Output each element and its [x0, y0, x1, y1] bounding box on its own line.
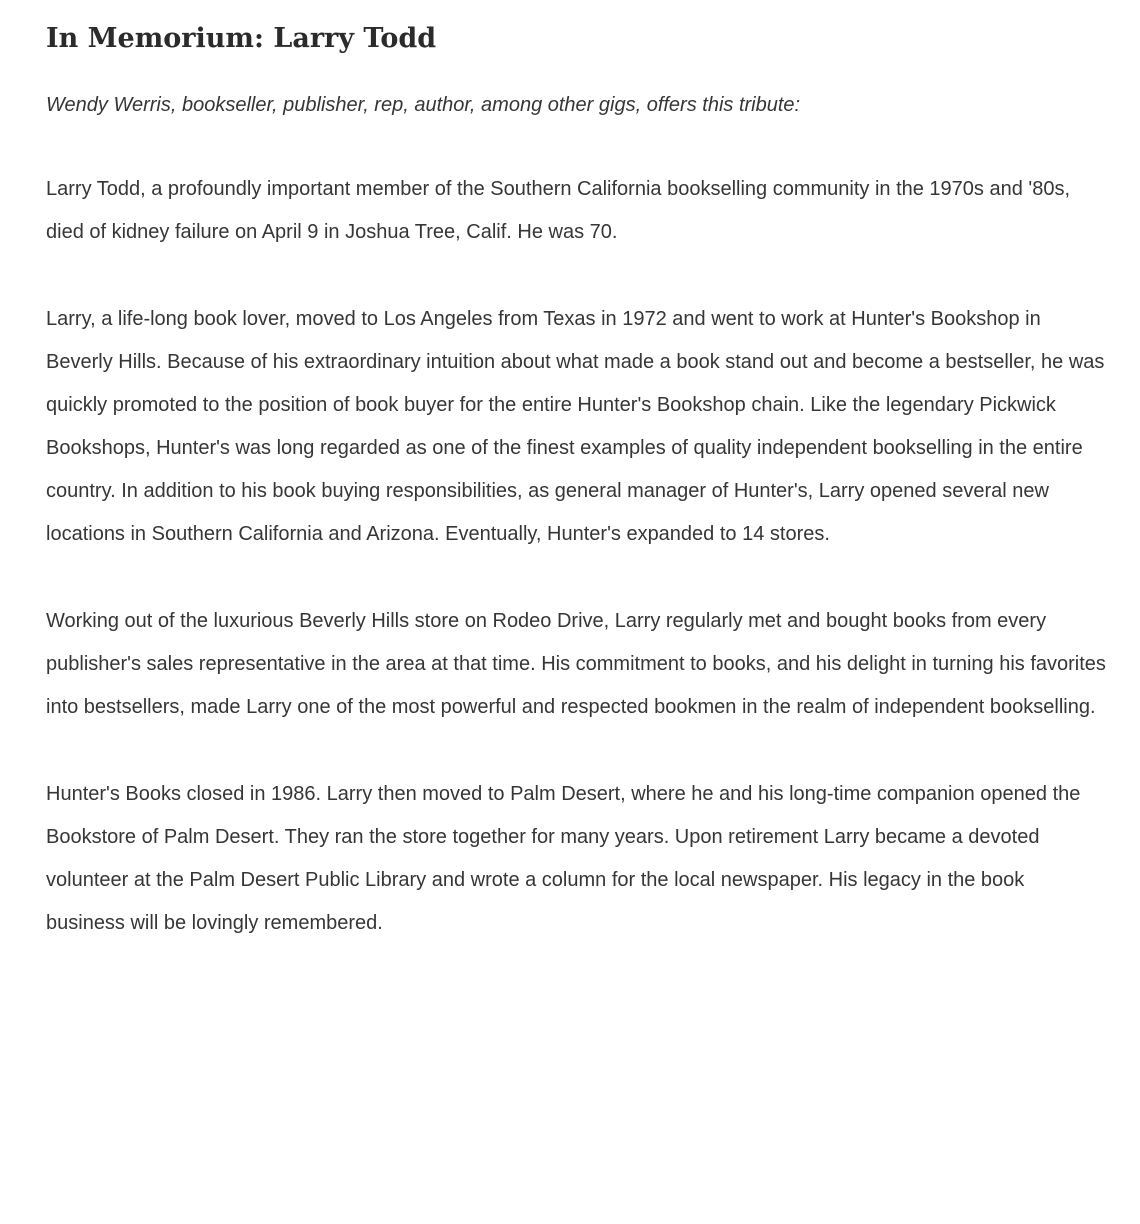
article-paragraph-4: Hunter's Books closed in 1986. Larry then moved to Palm Desert, where he and his long-time companion opened the Bookstore of Palm Desert. They ran the store together for many years. Upon retirement Larry became a devoted volunteer at the Palm Desert Public Library and wrote a column for the local newspaper. His legacy in the book business will be lovingly remembered. — [46, 783, 1081, 934]
article-paragraph-3: Working out of the luxurious Beverly Hills store on Rodeo Drive, Larry regularly met and bought books from every publisher's sales representative in the area at that time. His commitment to books, and his delight in turning his favorites into bestsellers, made Larry one of the most powerful and respected bookmen in the realm of independent bookselling. — [46, 610, 1106, 718]
article-byline: Wendy Werris, bookseller, publisher, rep, author, among other gigs, offers this tribute: — [46, 94, 801, 116]
article-title: In Memorium: Larry Todd — [46, 23, 437, 54]
article — [46, 22, 1108, 945]
article-paragraph-2: Larry, a life-long book lover, moved to Los Angeles from Texas in 1972 and went to work at Hunter's Bookshop in Beverly Hills. Because of his extraordinary intuition about what made a book stand out and become a bestseller, he was quickly promoted to the position of book buyer for the entire Hunter's Bookshop chain. Like the legendary Pickwick Bookshops, Hunter's was long regarded as one of the finest examples of quality independent bookselling in the entire country. In addition to his book buying responsibilities, as general manager of Hunter's, Larry opened several new locations in Southern California and Arizona. Eventually, Hunter's expanded to 14 stores. — [46, 308, 1105, 545]
article-paragraph-1: Larry Todd, a profoundly important member of the Southern California bookselling community in the 1970s and '80s, died of kidney failure on April 9 in Joshua Tree, Calif. He was 70. — [46, 178, 1071, 243]
